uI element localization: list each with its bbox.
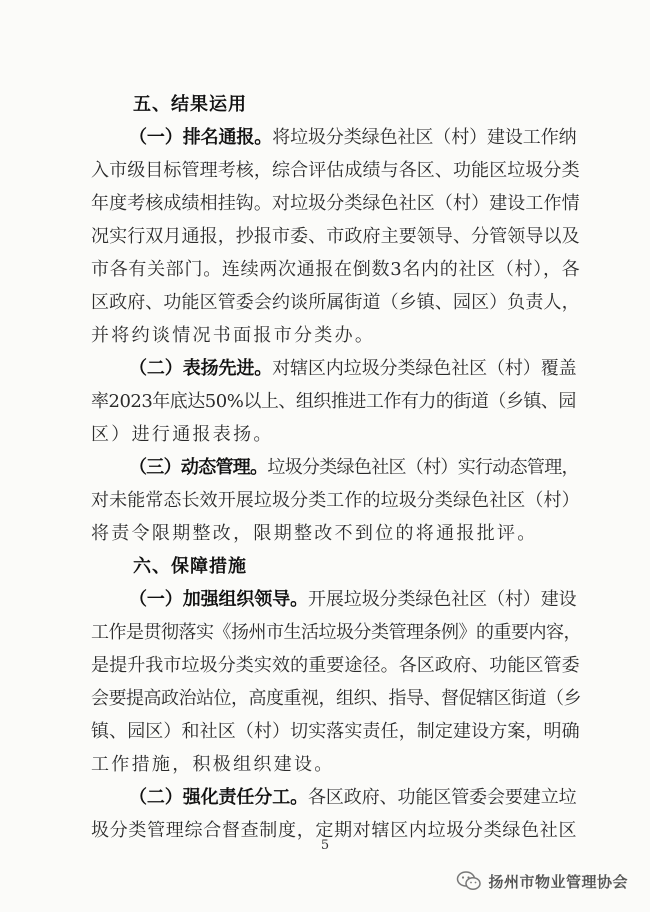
section-5 <box>91 88 581 847</box>
text-line: 将责令限期整改，限期整改不到位的将通报批评。 <box>91 523 538 544</box>
text-line: 入市级目标管理考核，综合评估成绩与各区、功能区垃圾分类 <box>91 160 580 181</box>
text-line: 年度考核成绩相挂钩。对垃圾分类绿色社区（村）建设工作情 <box>91 193 580 214</box>
text-line: 镇、园区）和社区（村）切实落实责任，制定建设方案，明确 <box>91 721 580 742</box>
text-line: 垃圾分类绿色社区（村）实行动态管理， <box>267 457 579 478</box>
paragraph-5-3-first-line <box>91 451 581 484</box>
text-line: 工作是贯彻落实《扬州市生活垃圾分类管理条例》的重要内容， <box>91 622 581 643</box>
paragraph-5-2-first-line <box>91 352 581 385</box>
paragraph-label: （三）动态管理。 <box>129 457 268 478</box>
text-line: 区政府、功能区管委会约谈所属街道（乡镇、园区）负责人， <box>91 292 580 313</box>
paragraph-6-2-first-line <box>91 781 581 814</box>
text-line: 是提升我市垃圾分类实效的重要途径。各区政府、功能区管委 <box>91 655 580 676</box>
text-line: 将垃圾分类绿色社区（村）建设工作纳 <box>272 127 577 148</box>
text-line: 区）进行通报表扬。 <box>91 424 274 445</box>
text-line: 工作措施，积极组织建设。 <box>91 754 335 775</box>
text-line: 率2023年底达50%以上、组织推进工作有力的街道（乡镇、园 <box>91 391 576 412</box>
section-6-heading: 六、保障措施 <box>133 556 247 577</box>
paragraph-label: （二）表扬先进。 <box>129 358 273 379</box>
text-line: 各区政府、功能区管委会要建立垃 <box>308 787 577 808</box>
text-line: 并将约谈情况书面报市分类办。 <box>91 325 376 346</box>
text-line: 圾分类管理综合督查制度，定期对辖区内垃圾分类绿色社区 <box>91 820 578 841</box>
paragraph-5-1-first-line <box>91 121 581 154</box>
text-line: 会要提高政治站位，高度重视，组织、指导、督促辖区街道（乡 <box>91 688 581 709</box>
text-line: 对辖区内垃圾分类绿色社区（村）覆盖 <box>272 358 577 379</box>
watermark <box>456 868 628 894</box>
wechat-icon <box>456 870 482 892</box>
paragraph-6-1-first-line <box>91 583 581 616</box>
page-number: 5 <box>320 838 330 853</box>
paragraph-label: （一）加强组织领导。 <box>129 589 308 610</box>
watermark-text: 扬州市物业管理协会 <box>488 872 628 891</box>
text-line: 开展垃圾分类绿色社区（村）建设 <box>308 589 577 610</box>
section-5-heading: 五、结果运用 <box>133 94 247 115</box>
paragraph-label: （二）强化责任分工。 <box>129 787 308 808</box>
paragraph-label: （一）排名通报。 <box>129 127 273 148</box>
text-line: 市各有关部门。连续两次通报在倒数3名内的社区（村），各 <box>91 259 581 280</box>
text-line: 对未能常态长效开展垃圾分类工作的垃圾分类绿色社区（村） <box>91 490 580 511</box>
text-line: 况实行双月通报，抄报市委、市政府主要领导、分管领导以及 <box>91 226 580 247</box>
